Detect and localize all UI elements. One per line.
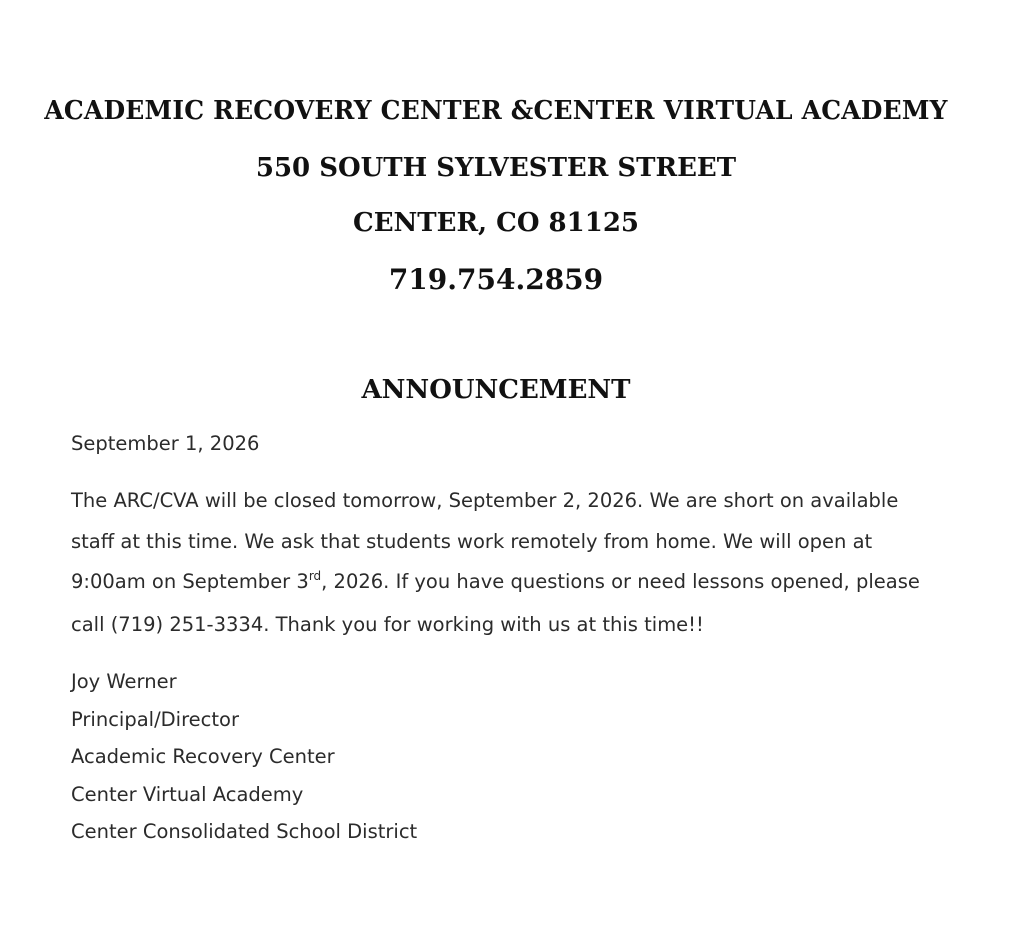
announcement-heading: ANNOUNCEMENT [361, 375, 631, 405]
body-line-3 [71, 562, 920, 605]
body-line-3-start: 9:00am on September 3 [71, 570, 309, 593]
signer-name: Joy Werner [71, 670, 177, 693]
signer-org-2: Center Virtual Academy [71, 782, 304, 806]
signer-org-1: Academic Recovery Center [71, 745, 335, 768]
signer-title: Principal/Director [71, 707, 239, 731]
street-address: 550 SOUTH SYLVESTER STREET [255, 153, 737, 183]
school-name-heading: ACADEMIC RECOVERY CENTER &CENTER VIRTUAL ACADEMY [44, 96, 948, 126]
announcement-date: September 1, 2026 [71, 432, 260, 455]
signature-block [71, 663, 417, 851]
ordinal-suffix: rd [308, 569, 322, 583]
body-line-3-end: , 2026. If you have questions or need lessons opened, please [321, 570, 920, 593]
body-line-1: The ARC/CVA will be closed tomorrow, September 2, 2026. We are short on available [71, 489, 899, 512]
body-line-4: call (719) 251-3334. Thank you for working with us at this time!! [71, 612, 704, 636]
signer-district: Center Consolidated School District [71, 820, 418, 843]
city-state-zip: CENTER, CO 81125 [353, 208, 639, 238]
announcement-body [71, 481, 920, 645]
phone-number: 719.754.2859 [388, 263, 604, 296]
body-line-2: staff at this time. We ask that students work remotely from home. We will open at [71, 529, 873, 553]
